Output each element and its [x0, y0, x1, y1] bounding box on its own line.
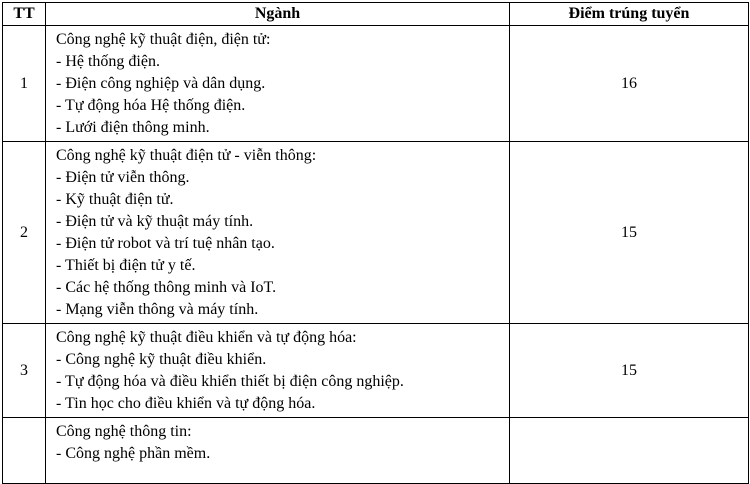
major-cell	[46, 142, 510, 324]
major-item: - Kỹ thuật điện tử.	[56, 191, 174, 208]
row-number: 3	[3, 324, 46, 418]
major-title: Công nghệ kỹ thuật điều khiển và tự động hóa:	[56, 329, 357, 346]
major-item: - Thiết bị điện tử y tế.	[56, 257, 196, 274]
table-row	[3, 324, 749, 418]
score-cell	[510, 418, 749, 484]
major-cell	[46, 26, 510, 142]
header-score: Điểm trúng tuyển	[510, 3, 749, 26]
score-cell: 16	[510, 26, 749, 142]
major-item: - Lưới điện thông minh.	[56, 119, 210, 136]
major-item: - Công nghệ phần mềm.	[56, 445, 211, 462]
table-row	[3, 418, 749, 484]
header-major: Ngành	[46, 3, 510, 26]
table-row	[3, 142, 749, 324]
admission-score-table	[2, 2, 749, 484]
major-item: - Điện tử viễn thông.	[56, 169, 190, 186]
major-item: - Mạng viễn thông và máy tính.	[56, 301, 259, 318]
major-item: - Điện tử và kỹ thuật máy tính.	[56, 213, 254, 230]
major-cell	[46, 324, 510, 418]
major-item: - Tự động hóa và điều khiển thiết bị điện công nghiệp.	[56, 373, 404, 390]
row-number	[3, 418, 46, 484]
major-item: - Tin học cho điều khiển và tự động hóa.	[56, 395, 316, 412]
row-number: 2	[3, 142, 46, 324]
major-item: - Công nghệ kỹ thuật điều khiển.	[56, 351, 267, 368]
major-cell	[46, 418, 510, 484]
row-number: 1	[3, 26, 46, 142]
major-item: - Hệ thống điện.	[56, 53, 160, 70]
major-item: - Các hệ thống thông minh và IoT.	[56, 279, 277, 296]
score-cell: 15	[510, 142, 749, 324]
score-cell: 15	[510, 324, 749, 418]
major-item: - Điện công nghiệp và dân dụng.	[56, 75, 266, 92]
major-item: - Điện tử robot và trí tuệ nhân tạo.	[56, 235, 275, 252]
header-tt: TT	[3, 3, 46, 26]
major-title: Công nghệ thông tin:	[56, 423, 192, 440]
table-row	[3, 26, 749, 142]
major-title: Công nghệ kỹ thuật điện tử - viễn thông:	[56, 147, 317, 164]
major-title: Công nghệ kỹ thuật điện, điện tử:	[56, 31, 271, 48]
major-item: - Tự động hóa Hệ thống điện.	[56, 97, 246, 114]
table-header-row	[3, 3, 749, 26]
